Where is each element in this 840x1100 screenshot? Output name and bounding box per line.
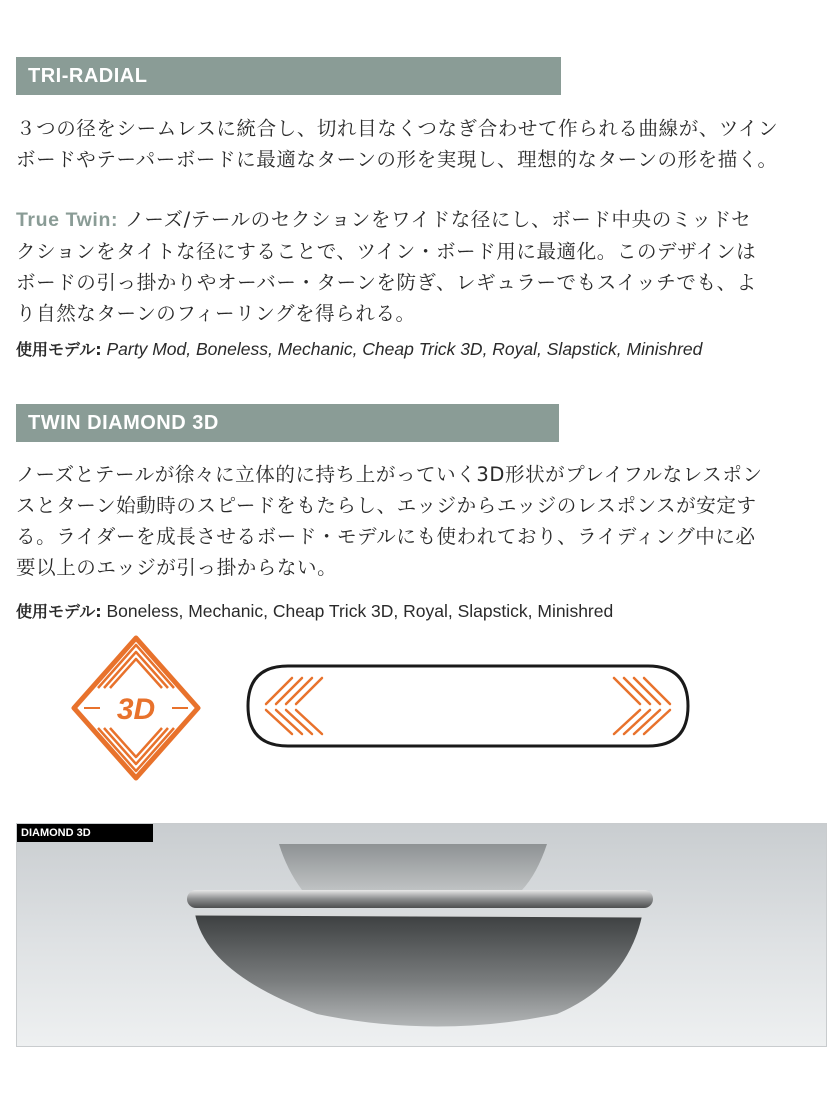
- diamond-3d-badge-icon: [70, 634, 202, 782]
- tri-radial-line-1: ３つの径をシームレスに統合し、切れ目なくつなぎ合わせて作られる曲線が、ツイン: [16, 117, 779, 140]
- true-twin-label: True Twin:: [16, 209, 119, 231]
- twin-diamond-line-2: スとターン始動時のスピードをもたらし、エッジからエッジのレスポンスが安定す: [16, 494, 757, 517]
- true-twin-text-1: ノーズ/テールのセクションをワイドな径にし、ボード中央のミッドセ: [118, 208, 752, 231]
- models-label: 使用モデル:: [16, 602, 102, 621]
- models-value: Party Mod, Boneless, Mechanic, Cheap Trick 3D, Royal, Slapstick, Minishred: [106, 339, 703, 359]
- twin-diamond-heading: TWIN DIAMOND 3D: [16, 404, 559, 442]
- twin-diamond-models: [16, 599, 828, 624]
- board-on-rod-image: [17, 824, 826, 1046]
- twin-diamond-description: [16, 459, 828, 583]
- twin-diamond-line-3: る。ライダーを成長させるボード・モデルにも使われており、ライディング中に必: [16, 525, 756, 548]
- true-twin-line-4: り自然なターンのフィーリングを得られる。: [16, 302, 416, 325]
- twin-diamond-line-1: ノーズとテールが徐々に立体的に持ち上がっていく3D形状がプレイフルなレスポン: [16, 463, 763, 486]
- models-value: Boneless, Mechanic, Cheap Trick 3D, Royal, Slapstick, Minishred: [106, 601, 614, 621]
- photo-label: DIAMOND 3D: [17, 824, 153, 842]
- true-twin-paragraph: [16, 204, 828, 329]
- true-twin-line-3: ボードの引っ掛かりやオーバー・ターンを防ぎ、レギュラーでもスイッチでも、よ: [16, 271, 757, 294]
- twin-diamond-line-4: 要以上のエッジが引っ掛からない。: [16, 556, 338, 579]
- badge-text: 3D: [116, 693, 156, 726]
- snowboard-outline-icon: [244, 660, 692, 752]
- tri-radial-models: [16, 337, 828, 362]
- tri-radial-heading: TRI-RADIAL: [16, 57, 561, 95]
- true-twin-line-2: クションをタイトな径にすることで、ツイン・ボード用に最適化。このデザインは: [16, 240, 757, 263]
- models-label: 使用モデル:: [16, 340, 102, 359]
- true-twin-line-1: [16, 204, 828, 236]
- tri-radial-line-2: ボードやテーパーボードに最適なターンの形を実現し、理想的なターンの形を描く。: [16, 148, 778, 171]
- tri-radial-description: [16, 113, 828, 175]
- diamond-3d-photo: [16, 823, 827, 1047]
